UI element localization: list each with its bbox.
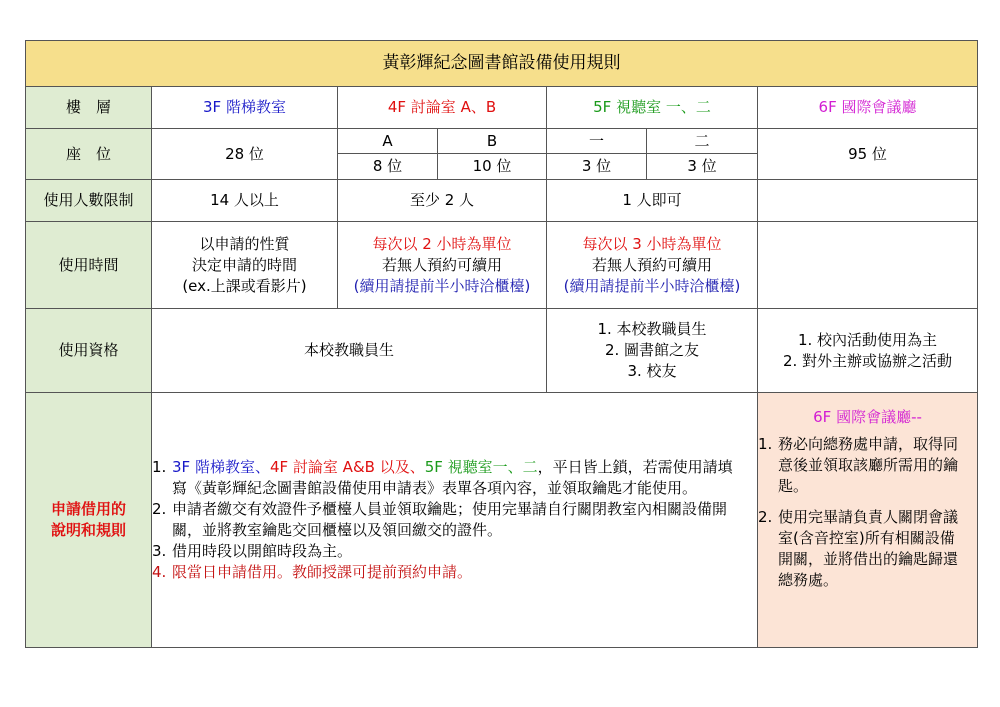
room-5f-2-name: 二 <box>647 129 758 154</box>
rule-room-3f: 3F 階梯教室 <box>172 458 255 476</box>
rule-number: 3. <box>152 542 167 560</box>
eligibility-5f <box>547 309 758 393</box>
limit-3f: 14 人以上 <box>152 180 338 222</box>
limit-5f: 1 人即可 <box>547 180 758 222</box>
time-3f-line: (ex.上課或看影片) <box>182 276 307 295</box>
eligibility-5f-item: 1. 本校教職員生 <box>597 320 707 338</box>
limit-6f <box>758 180 978 222</box>
time-label: 使用時間 <box>26 222 152 309</box>
time-5f-note: (續用請提前半小時洽櫃檯) <box>563 276 741 295</box>
seats-3f: 28 位 <box>152 129 338 180</box>
limit-label: 使用人數限制 <box>26 180 152 222</box>
eligibility-5f-item: 2. 圖書館之友 <box>604 341 700 359</box>
rule-connector: 以及、 <box>374 458 425 476</box>
time-5f <box>547 222 758 309</box>
seats-5f-1: 3 位 <box>547 154 647 180</box>
rule-item <box>152 541 747 562</box>
rules-table <box>25 40 978 648</box>
rule-text: 借用時段以開館時段為主。 <box>172 542 353 560</box>
floor-label: 樓 層 <box>26 87 152 129</box>
rule-separator: 、 <box>254 458 270 476</box>
seats-6f: 95 位 <box>758 129 978 180</box>
eligibility-3f-4f: 本校教職員生 <box>152 309 547 393</box>
rule-number: 2. <box>152 500 167 518</box>
rule-text: 申請者繳交有效證件予櫃檯人員並領取鑰匙；使用完畢請自行關閉教室內相關設備開關，並將教室鑰匙交回櫃檯以及領回繳交的證件。 <box>172 500 728 539</box>
rule-number: 2. <box>758 508 773 526</box>
rule-text: 限當日申請借用。教師授課可提前預約申請。 <box>172 563 473 581</box>
rule-room-4f: 4F 討論室 A&B <box>269 458 375 476</box>
rule-text: 使用完畢請負責人關閉會議室(含音控室)所有相關設備開關，並將借出的鑰匙歸還總務處。 <box>778 508 959 589</box>
rule-number: 4. <box>152 563 167 581</box>
room-4f-a-name: A <box>338 129 438 154</box>
time-3f <box>152 222 338 309</box>
seats-label: 座 位 <box>26 129 152 180</box>
floor-4f-header: 4F 討論室 A、B <box>338 87 547 129</box>
floor-3f-header: 3F 階梯教室 <box>152 87 338 129</box>
time-4f-unit: 每次以 2 小時為單位 <box>372 234 512 253</box>
apply-rules-list <box>152 457 757 583</box>
floor-5f-header: 5F 視聽室 一、二 <box>547 87 758 129</box>
eligibility-6f-item: 1. 校內活動使用為主 <box>797 330 938 349</box>
room-5f-1-name: 一 <box>547 129 647 154</box>
apply-label-line: 申請借用的 <box>50 500 126 518</box>
time-5f-renew: 若無人預約可續用 <box>591 255 712 274</box>
limit-4f: 至少 2 人 <box>338 180 547 222</box>
time-4f-note: (續用請提前半小時洽櫃檯) <box>353 276 531 295</box>
time-6f <box>758 222 978 309</box>
apply-6f-item <box>758 507 967 591</box>
time-5f-unit: 每次以 3 小時為單位 <box>582 234 722 253</box>
time-3f-line: 決定申請的時間 <box>191 255 297 274</box>
rule-text: ，平日皆上鎖，若需使用請填寫《黃彰輝紀念圖書館設備使用申請表》表單各項內容，並領取鑰匙才能使用。 <box>172 458 733 497</box>
rule-item <box>152 457 747 499</box>
eligibility-6f <box>758 309 978 393</box>
rule-item <box>152 562 747 583</box>
apply-6f-title: 6F 國際會議廳-- <box>813 408 922 426</box>
rule-room-5f: 5F 視聽室一、二 <box>424 458 538 476</box>
time-3f-line: 以申請的性質 <box>199 234 290 253</box>
seats-4f-b: 10 位 <box>438 154 547 180</box>
apply-6f-list <box>758 434 977 591</box>
apply-label-line: 說明和規則 <box>50 521 126 539</box>
time-4f-renew: 若無人預約可續用 <box>381 255 502 274</box>
seats-4f-a: 8 位 <box>338 154 438 180</box>
floor-6f-header: 6F 國際會議廳 <box>758 87 978 129</box>
rule-text: 務必向總務處申請，取得同意後並領取該廳所需用的鑰匙。 <box>778 435 959 495</box>
eligibility-6f-item: 2. 對外主辦或協辦之活動 <box>782 351 953 370</box>
page-title: 黃彰輝紀念圖書館設備使用規則 <box>26 41 978 87</box>
rule-item <box>152 499 747 541</box>
apply-label <box>26 393 152 648</box>
time-4f <box>338 222 547 309</box>
rule-number: 1. <box>152 458 167 476</box>
eligibility-5f-item: 3. 校友 <box>627 362 677 380</box>
seats-5f-2: 3 位 <box>647 154 758 180</box>
rule-number: 1. <box>758 435 773 453</box>
room-4f-b-name: B <box>438 129 547 154</box>
apply-rules <box>152 393 758 648</box>
apply-6f-rules <box>758 393 978 648</box>
eligibility-label: 使用資格 <box>26 309 152 393</box>
apply-6f-item <box>758 434 967 497</box>
